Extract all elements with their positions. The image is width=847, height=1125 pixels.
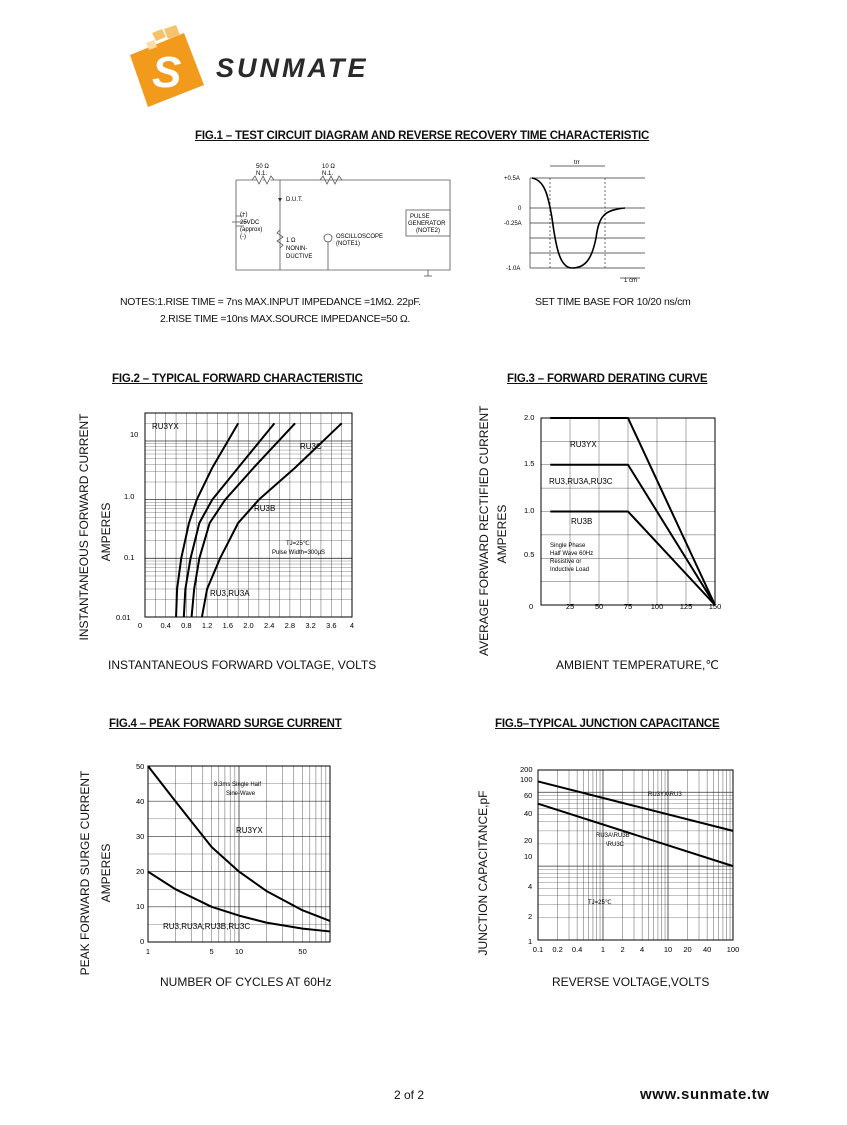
x-tick-label: 40 [702,945,712,954]
fig5-label-ru3a: RU3A\RU3B [596,833,630,839]
fig2-ytick: 10 [130,430,139,439]
test-circuit-diagram [228,158,458,278]
logo-pixel [152,29,166,41]
fig2-title: FIG.2 – TYPICAL FORWARD CHARACTERISTIC [112,373,363,385]
x-tick-label: 25 [565,602,575,611]
fig3-ytick: 2.0 [524,413,535,422]
x-tick-label: 3.6 [326,621,337,630]
x-tick-label: 1.2 [201,621,213,630]
fig5-ytick: 40 [524,809,533,818]
fig3-ylabel: AVERAGE FORWARD RECTIFIED CURRENT [477,405,491,656]
fig3-chart [515,410,730,615]
fig4-ytick: 50 [136,762,145,771]
r3-label: NONIN- [286,246,308,252]
reverse-recovery-waveform [500,158,680,283]
x-tick-label: 0.4 [160,621,171,630]
fig5-chart [508,762,743,962]
x-tick-label: 4 [349,621,355,630]
x-tick-label: 125 [679,602,693,611]
x-tick-label: 75 [623,602,633,611]
x-tick-label: 10 [234,947,244,956]
dut-diode-icon [278,198,282,202]
oscilloscope-symbol [324,234,332,242]
fig2-xlabel: INSTANTANEOUS FORWARD VOLTAGE, VOLTS [108,658,377,672]
fig3-cond: Inductive Load [550,567,590,573]
fig2-series-line [202,423,342,617]
x-tick-label: 20 [683,945,692,954]
x-tick-label: 100 [650,602,664,611]
fig5-grid [538,770,733,940]
x-tick-label: 1.6 [222,621,234,630]
x-tick-label: 0.1 [532,945,544,954]
fig3-ytick: 1.0 [524,506,535,515]
fig4-ytick: 40 [136,797,145,806]
fig3-ytick: 0 [529,602,534,611]
pulse-label: PULSE [410,214,430,220]
fig2-cond-temp: TJ=25℃ [286,541,310,547]
x-tick-label: 0.8 [181,621,192,630]
trr-label: trr [574,160,580,166]
level-label: -1.0A [506,266,521,272]
supply-label: 25VDC [240,220,260,226]
level-label: +0.5A [504,176,520,182]
fig4-ylabel: PEAK FORWARD SURGE CURRENT [78,770,92,976]
pulse-label: (NOTE2) [416,228,440,234]
fig3-cond: Resistive or [550,559,582,565]
supply-label: (+) [240,212,248,218]
x-tick-label: 2.4 [263,621,275,630]
supply-label: (approx) [240,227,263,233]
r2-sub: N.1. [322,171,334,177]
fig3-cond: Single Phase [550,543,586,549]
x-tick-label: 0.2 [552,945,563,954]
fig2-ylabel-units: AMPERES [99,502,113,562]
fig2-series-line [184,423,275,617]
fig5-series-line [538,804,733,866]
note-2: 2.RISE TIME =10ns MAX.SOURCE IMPEDANCE=50 Ω. [160,313,411,325]
fig3-title: FIG.3 – FORWARD DERATING CURVE [507,373,708,385]
fig5-xlabel: REVERSE VOLTAGE,VOLTS [552,975,710,989]
r1-label: 50 Ω [256,164,269,170]
r3-label: 1 Ω [286,238,296,244]
fig2-cond-pulse: Pulse Width=300μS [272,550,325,556]
logo-letter: S [152,48,182,97]
fig5-ytick: 4 [528,882,533,891]
fig5-series-line [538,781,733,830]
scope-label: OSCILLOSCOPE [336,234,384,240]
level-label: -0.25A [504,221,522,227]
fig5-ytick: 1 [528,937,533,946]
x-tick-label: 5 [209,947,214,956]
fig4-xlabel: NUMBER OF CYCLES AT 60Hz [160,975,332,989]
fig5-label-ru3c: \RU3C [606,842,625,848]
fig5-cond: TJ=25℃ [588,900,612,906]
r2-label: 10 Ω [322,164,335,170]
fig2-ytick: 0.01 [116,613,131,622]
fig2-label-ru3yx: RU3YX [152,422,179,431]
note-1: NOTES:1.RISE TIME = 7ns MAX.INPUT IMPEDANCE =1MΩ. 22pF. [120,296,421,308]
x-tick-label: 150 [708,602,722,611]
x-tick-label: 50 [594,602,604,611]
fig4-ytick: 10 [136,902,145,911]
x-tick-label: 2 [620,945,625,954]
fig3-ytick: 0.5 [524,550,535,559]
fig3-label-ru3b: RU3B [571,517,593,526]
x-tick-label: 2.0 [243,621,254,630]
fig2-chart [110,405,370,635]
x-tick-label: 2.8 [284,621,296,630]
fig5-ytick: 200 [520,765,533,774]
x-tick-label: 10 [663,945,673,954]
fig4-title: FIG.4 – PEAK FORWARD SURGE CURRENT [109,718,342,730]
fig5-ytick: 100 [520,775,533,784]
scope-label: (NOTE1) [336,241,360,247]
dut-label: D.U.T. [286,197,303,203]
r3-label: DUCTIVE [286,254,313,260]
x-tick-label: 1 [145,947,151,956]
fig3-xlabel: AMBIENT TEMPERATURE,℃ [556,658,719,672]
fig4-ytick: 30 [136,832,145,841]
level-label: 0 [518,206,522,212]
x-tick-label: 50 [298,947,307,956]
r1-sub: N.1. [256,171,268,177]
fig4-chart [130,758,340,958]
x-tick-label: 0.4 [571,945,583,954]
fig5-ytick: 10 [524,852,533,861]
page-number: 2 of 2 [394,1088,425,1102]
x-tick-label: 0 [137,621,143,630]
fig4-ytick: 20 [136,867,145,876]
fig4-cond: 8.3ms Single Half [214,782,262,788]
fig2-ylabel: INSTANTANEOUS FORWARD CURRENT [77,413,91,641]
fig3-ylabel-units: AMPERES [495,504,509,564]
fig4-ytick: 0 [140,937,145,946]
x-tick-label: 4 [640,945,645,954]
fig5-title: FIG.5–TYPICAL JUNCTION CAPACITANCE [495,718,720,730]
fig2-label-ru3c: RU3C [300,442,322,451]
fig5-ylabel: JUNCTION CAPACITANCE,pF [476,790,490,956]
fig5-ytick: 2 [528,912,533,921]
fig5-label-ru3yx: RU3YX\RU3 [648,792,682,798]
fig4-ylabel-units: AMPERES [99,843,113,903]
timebase-note: SET TIME BASE FOR 10/20 ns/cm [535,296,691,308]
fig5-ytick: 20 [524,836,533,845]
fig1-title: FIG.1 – TEST CIRCUIT DIAGRAM AND REVERSE RECOVERY TIME CHARACTERISTIC [195,130,650,142]
fig2-ytick: 1.0 [124,492,135,501]
x-tick-label: 3.2 [305,621,316,630]
logo [124,25,384,107]
cm-label: 1 cm [624,278,638,283]
logo-mark [124,25,384,107]
fig3-ytick: 1.5 [524,459,535,468]
fig5-series [538,781,733,866]
pulse-label: GENERATOR [408,221,446,227]
fig4-label-ru3: RU3,RU3A,RU3B,RU3C [163,922,251,931]
fig3-label-ru3yx: RU3YX [570,440,597,449]
fig4-cond: Sine-Wave [226,791,256,797]
fig2-label-ru3b: RU3B [254,504,276,513]
fig5-ytick: 60 [524,791,533,800]
fig4-label-ru3yx: RU3YX [236,826,263,835]
fig3-label-ru3: RU3,RU3A,RU3C [549,477,613,486]
website-link[interactable]: www.sunmate.tw [640,1086,770,1103]
supply-label: (-) [240,234,246,240]
x-tick-label: 100 [726,945,740,954]
x-tick-label: 1 [600,945,606,954]
fig2-ytick: 0.1 [124,553,135,562]
brand-name: SUNMATE [216,53,369,83]
fig2-label-ru3a: RU3,RU3A [210,589,250,598]
fig3-cond: Half Wave 60Hz [550,551,594,557]
